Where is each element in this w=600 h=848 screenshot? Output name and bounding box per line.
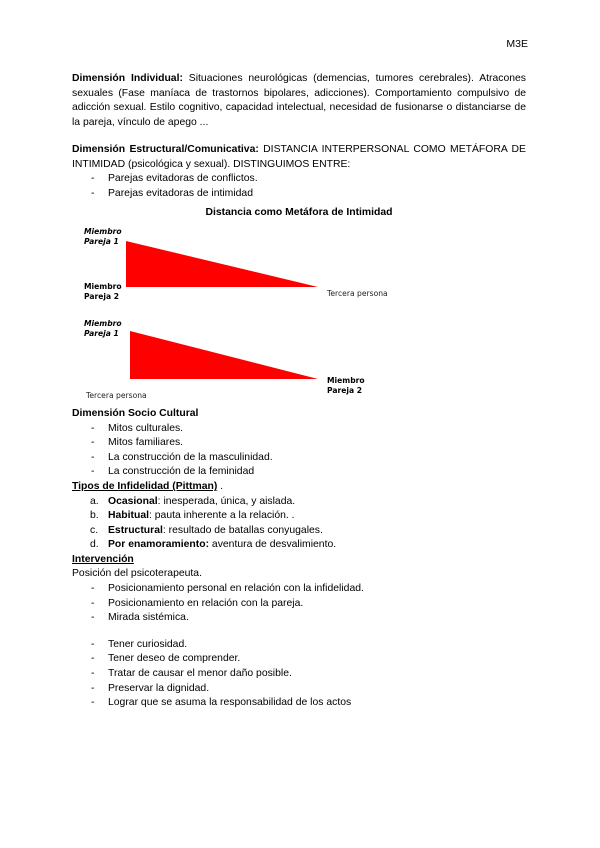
bottom-label-miembro-pareja-1: Miembro Pareja 1 xyxy=(84,319,122,339)
list-item: - Mitos culturales. xyxy=(72,422,526,437)
list-item: - Mitos familiares. xyxy=(72,436,526,451)
paragraph-individual xyxy=(72,72,526,130)
top-distance-triangle xyxy=(126,241,318,287)
list-item: - La construcción de la feminidad xyxy=(72,465,526,480)
list-item: - Parejas evitadoras de intimidad xyxy=(72,187,526,202)
bottom-label-miembro-pareja-2: Miembro Pareja 2 xyxy=(327,376,365,396)
list-item: - Tratar de causar el menor daño posible. xyxy=(72,667,526,682)
heading-sociocultural: Dimensión Socio Cultural xyxy=(72,408,199,420)
list-intervencion-b xyxy=(72,638,526,711)
list-item: - Lograr que se asuma la responsabilidad de los actos xyxy=(72,696,526,711)
list-item: c. Estructural: resultado de batallas conyugales. xyxy=(90,524,323,536)
list-item: - La construcción de la masculinidad. xyxy=(72,451,526,466)
top-label-miembro-pareja-1: Miembro Pareja 1 xyxy=(84,227,122,247)
list-estructural xyxy=(72,172,526,201)
list-tipos xyxy=(72,495,526,553)
top-label-miembro-pareja-2: Miembro Pareja 2 xyxy=(84,282,122,302)
list-item: - Tener deseo de comprender. xyxy=(72,652,526,667)
heading-estructural: Dimensión Estructural/Comunicativa: xyxy=(72,144,259,155)
heading-individual: Dimensión Individual: xyxy=(72,73,183,84)
list-item: - Posicionamiento personal en relación con la infidelidad. xyxy=(72,582,526,597)
list-item: - Posicionamiento en relación con la pareja. xyxy=(72,597,526,612)
list-item: d. Por enamoramiento: aventura de desvalimiento. xyxy=(90,539,337,551)
top-label-tercera-persona: Tercera persona xyxy=(327,289,388,299)
intimacy-distance-figure xyxy=(72,207,526,407)
paragraph-estructural xyxy=(72,143,526,172)
heading-intervencion: Intervención xyxy=(72,553,134,565)
list-sociocultural xyxy=(72,422,526,480)
text-estructural: DISTANCIA INTERPERSONAL COMO METÁFORA DE INTIMIDAD (psicológica y sexual). DISTINGUIMOS ENTRE: xyxy=(72,144,526,170)
page-number: M3E xyxy=(506,38,528,50)
heading-tipos: Tipos de Infidelidad (Pittman) . xyxy=(72,481,224,493)
list-item: - Preservar la dignidad. xyxy=(72,682,526,697)
figure-canvas xyxy=(82,229,394,401)
bottom-distance-triangle xyxy=(130,331,318,379)
document-body xyxy=(72,72,526,711)
subtitle-intervencion: Posición del psicoterapeuta. xyxy=(72,568,202,580)
list-item: a. Ocasional: inesperada, única, y aislada. xyxy=(90,495,296,507)
list-item: - Mirada sistémica. xyxy=(72,611,526,626)
list-intervencion-a xyxy=(72,582,526,626)
text-individual: Situaciones neurológicas (demencias, tumores cerebrales). Atracones sexuales (Fase maníaca de trastornos bipolares, adicciones). Comportamiento compulsivo de adicción sexual. Estilo cognitivo, capacidad intelectual, necesidad de fusionarse o distanciarse de la pareja, vínculo de apego ... xyxy=(72,73,526,128)
figure-title: Distancia como Metáfora de Intimidad xyxy=(205,207,393,219)
list-item: - Parejas evitadoras de conflictos. xyxy=(72,172,526,187)
list-item: b. Habitual: pauta inherente a la relación. . xyxy=(90,510,295,522)
list-item: - Tener curiosidad. xyxy=(72,638,526,653)
bottom-label-tercera-persona: Tercera persona xyxy=(86,391,147,401)
